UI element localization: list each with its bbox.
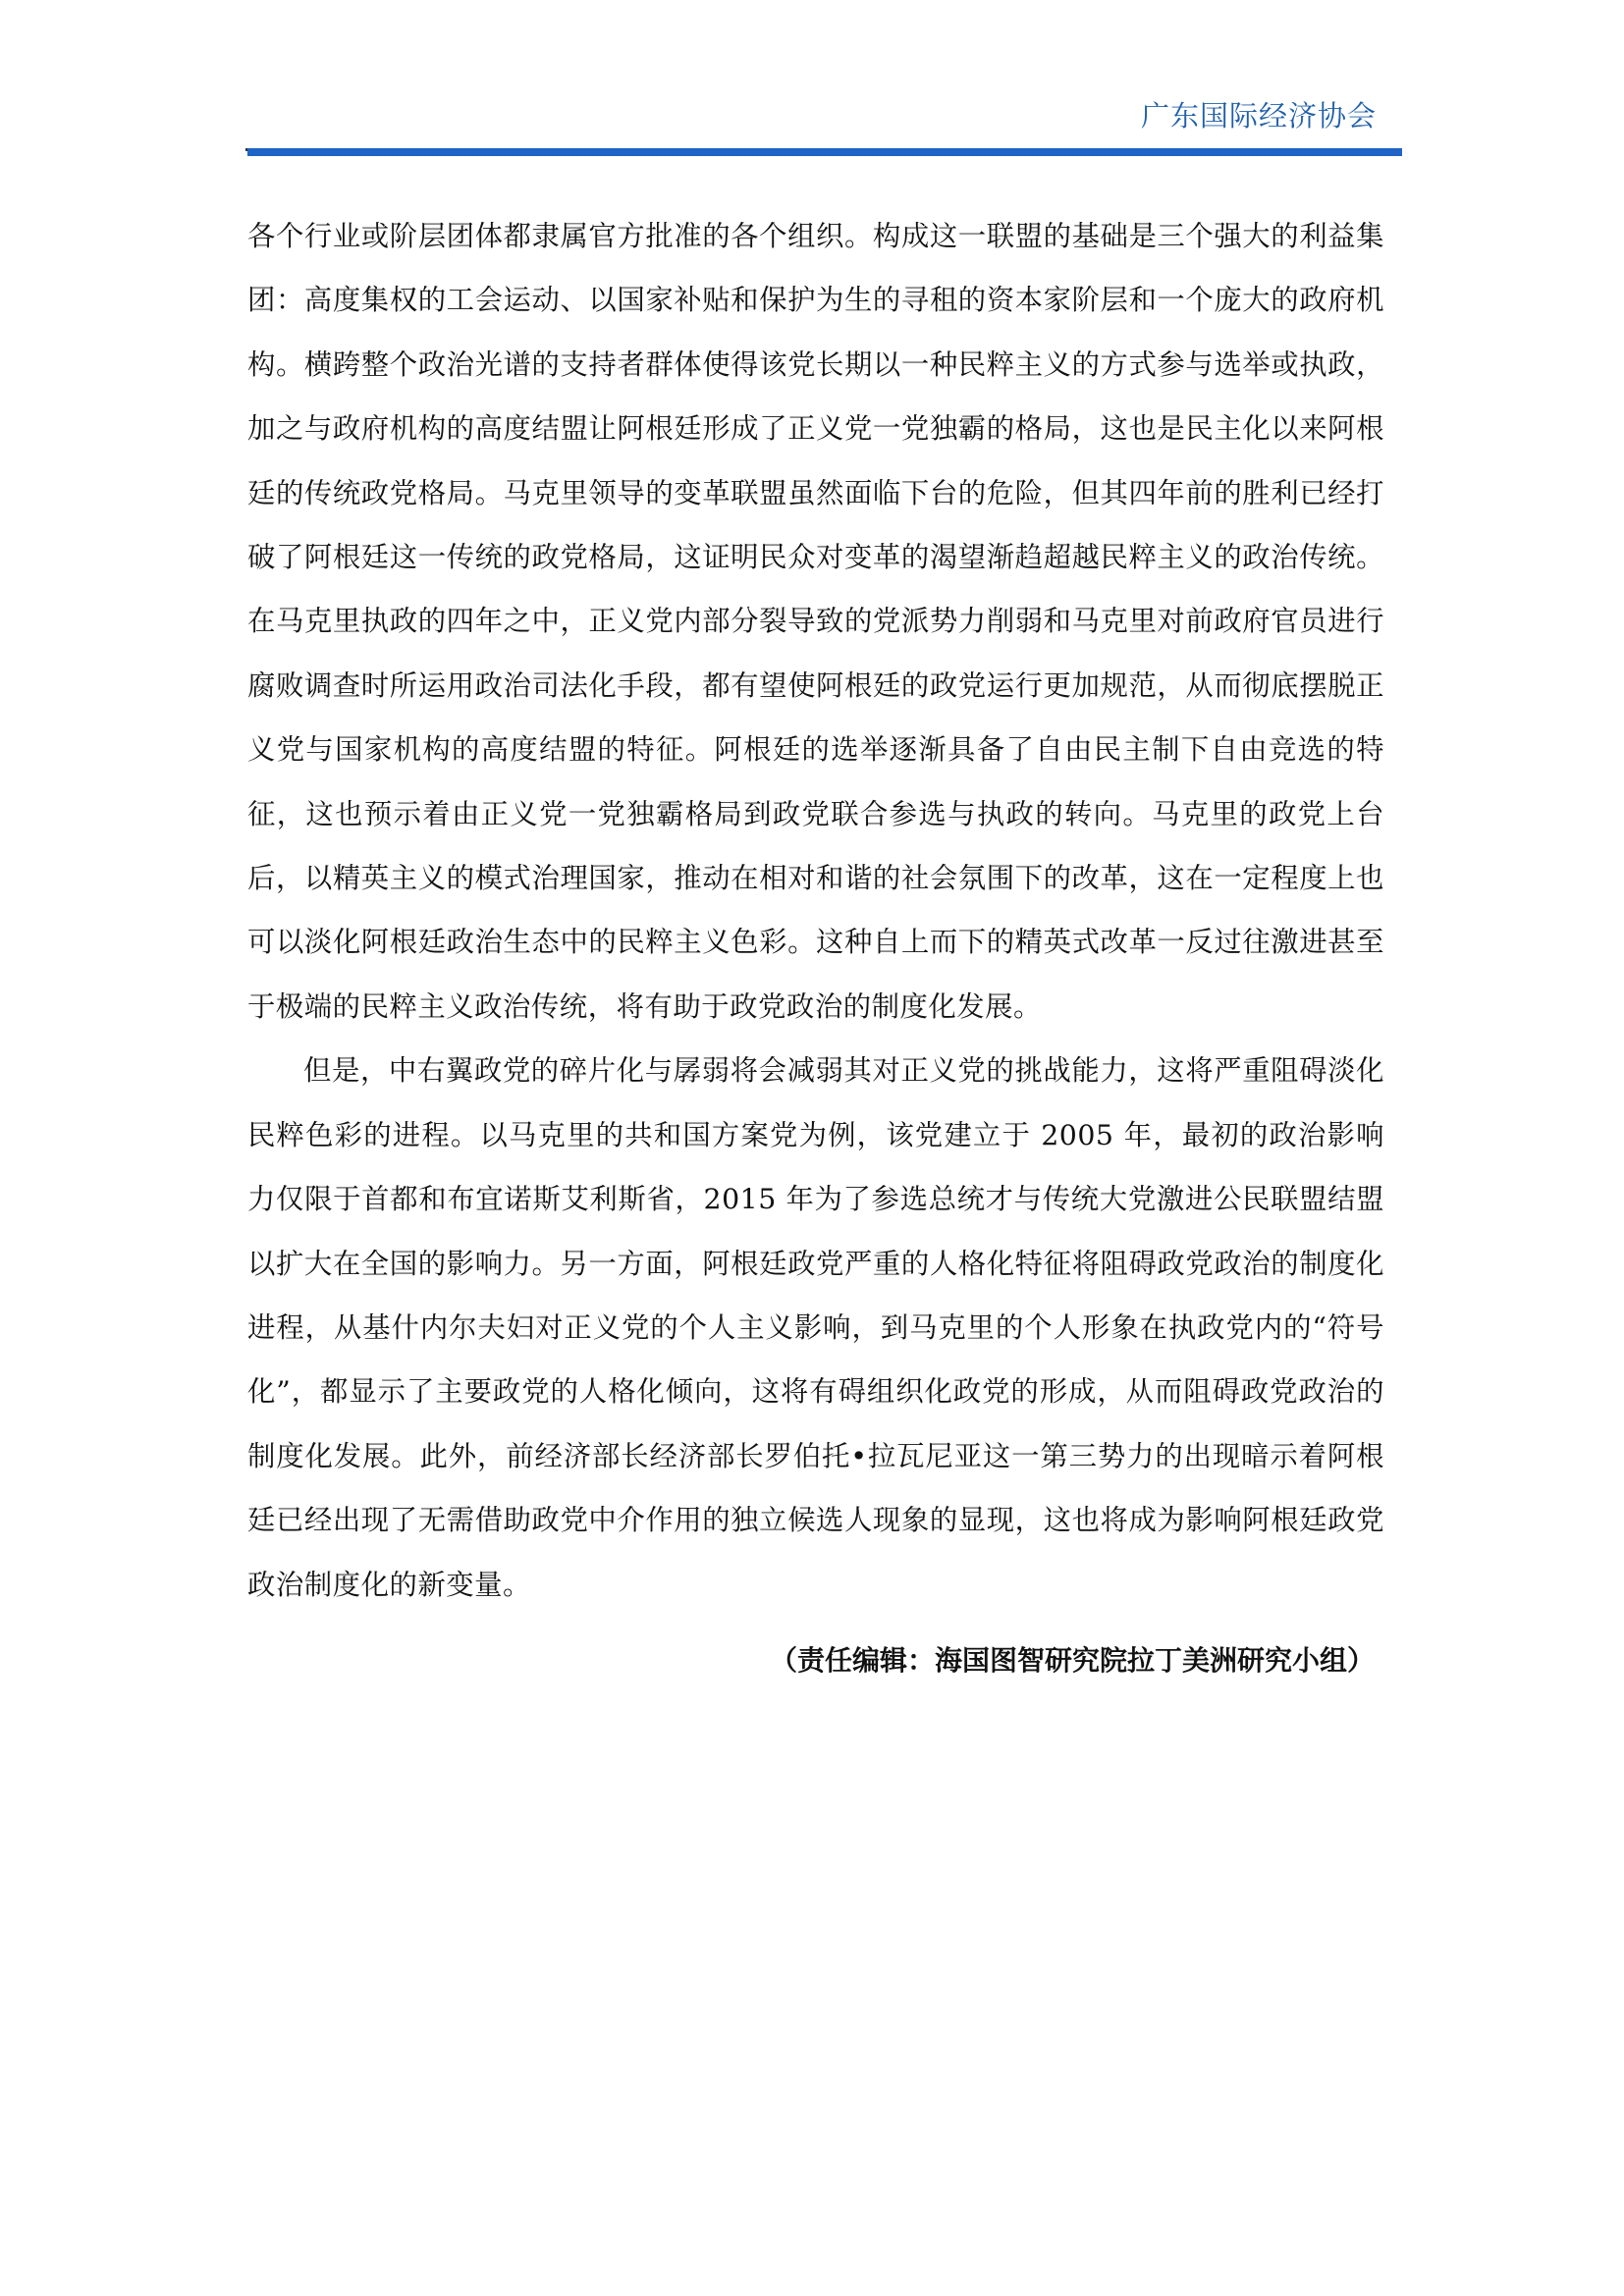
header-organization-name: 广东国际经济协会: [1140, 99, 1377, 133]
paragraph-1: 各个行业或阶层团体都隶属官方批准的各个组织。构成这一联盟的基础是三个强大的利益集团：高度集权的工会运动、以国家补贴和保护为生的寻租的资本家阶层和一个庞大的政府机构。横跨整个政治光谱的支持者群体使得该党长期以一种民粹主义的方式参与选举或执政，加之与政府机构的高度结盟让阿根廷形成了正义党一党独霸的格局，这也是民主化以来阿根廷的传统政党格局。马克里领导的变革联盟虽然面临下台的危险，但其四年前的胜利已经打破了阿根廷这一传统的政党格局，这证明民众对变革的渴望渐趋超越民粹主义的政治传统。在马克里执政的四年之中，正义党内部分裂导致的党派势力削弱和马克里对前政府官员进行腐败调查时所运用政治司法化手段，都有望使阿根廷的政党运行更加规范，从而彻底摆脱正义党与国家机构的高度结盟的特征。阿根廷的选举逐渐具备了自由民主制下自由竞选的特征，这也预示着由正义党一党独霸格局到政党联合参选与执政的转向。马克里的政党上台后，以精英主义的模式治理国家，推动在相对和谐的社会氛围下的改革，这在一定程度上也可以淡化阿根廷政治生态中的民粹主义色彩。这种自上而下的精英式改革一反过往激进甚至于极端的民粹主义政治传统，将有助于政党政治的制度化发展。: [247, 220, 1384, 1023]
article-body: [247, 204, 1384, 1692]
editor-note: （责任编辑：海国图智研究院拉丁美洲研究小组）: [769, 1643, 1375, 1677]
paragraph-2: 但是，中右翼政党的碎片化与孱弱将会减弱其对正义党的挑战能力，这将严重阻碍淡化民粹色彩的进程。以马克里的共和国方案党为例，该党建立于 2005 年，最初的政治影响力仅限于首都和布宜诺斯艾利斯省，2015 年为了参选总统才与传统大党激进公民联盟结盟以扩大在全国的影响力。另一方面，阿根廷政党严重的人格化特征将阻碍政党政治的制度化进程，从基什内尔夫妇对正义党的个人主义影响，到马克里的个人形象在执政党内的“符号化”，都显示了主要政党的人格化倾向，这将有碍组织化政党的形成，从而阻碍政党政治的制度化发展。此外，前经济部长经济部长罗伯托•拉瓦尼亚这一第三势力的出现暗示着阿根廷已经出现了无需借助政党中介作用的独立候选人现象的显现，这也将成为影响阿根廷政党政治制度化的新变量。: [247, 1054, 1384, 1601]
header-divider: [247, 148, 1402, 156]
